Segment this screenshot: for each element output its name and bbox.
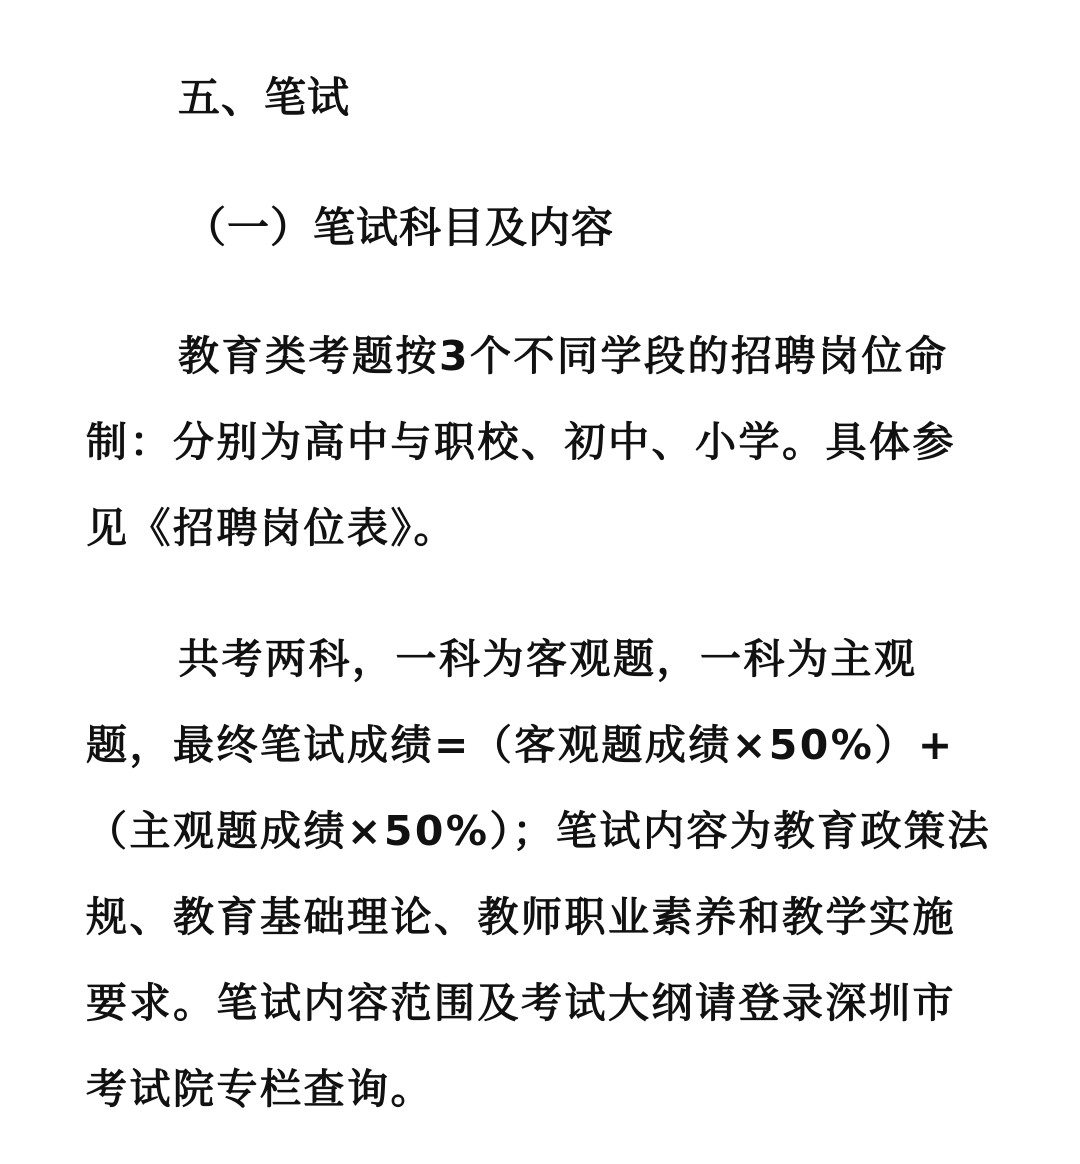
paragraph-exam-subjects: 共考两科，一科为客观题，一科为主观题，最终笔试成绩=（客观题成绩×50%）+（主观题成绩×50%）；笔试内容为教育政策法规、教育基础理论、教师职业素养和教学实施要求。笔试内容范围及考试大纲请登录深圳市考试院专栏查询。 <box>86 635 991 1113</box>
subsection-title: （一）笔试科目及内容 <box>184 203 615 252</box>
section-title: 五、笔试 <box>178 73 351 122</box>
paragraph-exam-levels: 教育类考题按3个不同学段的招聘岗位命制：分别为高中与职校、初中、小学。具体参见《招聘岗位表》。 <box>86 332 956 552</box>
